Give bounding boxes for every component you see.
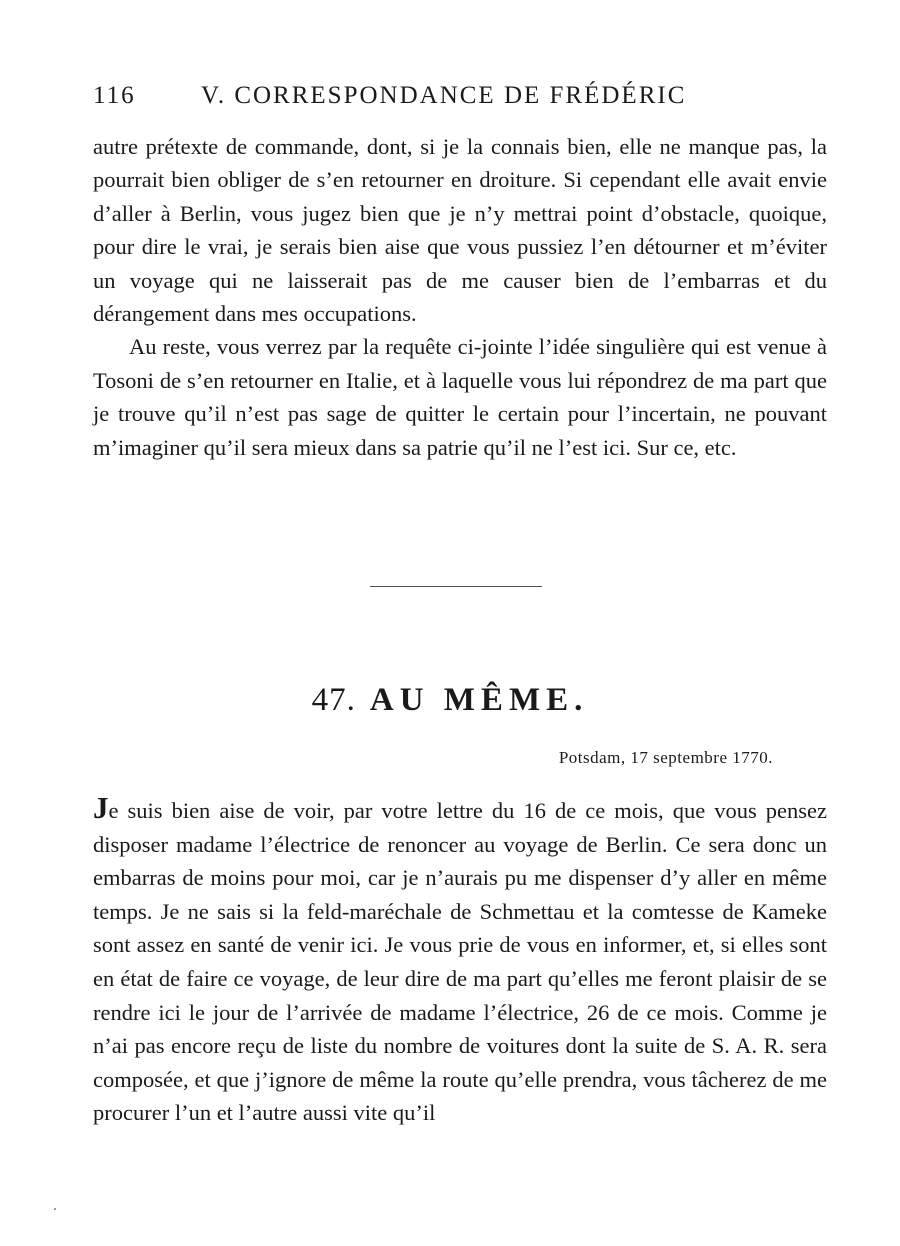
page-number: 116 — [93, 82, 136, 109]
paragraph: autre prétexte de commande, dont, si je la connais bien, elle ne manque pas, la pourrait bien obliger de s’en retourner en droiture. Si cependant elle avait envie d’aller à Berlin, vous jugez bien que je n’y mettrai point d’obstacle, quoique, pour dire le vrai, je serais bien aise que vous pussiez l’en détourner et m’éviter un voyage qui ne laisserait pas de me causer bien de l’embarras et du dérangement dans mes occupations. — [93, 134, 827, 327]
letter-heading — [0, 682, 900, 719]
section-divider — [370, 586, 542, 587]
running-head — [93, 82, 733, 110]
running-title: V. CORRESPONDANCE DE FRÉDÉRIC — [201, 82, 687, 109]
paragraph — [93, 792, 827, 1130]
continuation-text — [93, 130, 827, 464]
paragraph: Au reste, vous verrez par la requête ci-jointe l’idée singulière qui est venue à Tosoni de s’en retourner en Italie, et à laquelle vous lui répondrez de ma part que je trouve qu’il n’est pas sage de quitter le certain pour l’incertain, ne pouvant m’imaginer qu’il sera mieux dans sa patrie qu’il ne l’est ici. Sur ce, etc. — [93, 334, 827, 460]
letter-text — [93, 792, 827, 1130]
letter-body: e suis bien aise de voir, par votre lettre du 16 de ce mois, que vous pensez disposer madame l’électrice de renoncer au voyage de Berlin. Ce sera donc un embarras de moins pour moi, car je n’aurais pu me dispenser d’y aller en même temps. Je ne sais si la feld-maréchale de Schmettau et la comtesse de Kameke sont assez en santé de venir ici. Je vous prie de vous en informer, et, si elles sont en état de faire ce voyage, de leur dire de ma part qu’elles me feront plaisir de se rendre ici le jour de l’arrivée de madame l’électrice, 26 de ce mois. Comme je n’ai pas encore reçu de liste du nombre de voitures dont la suite de S. A. R. sera composée, et que j’ignore de même la route qu’elle prendra, vous tâcherez de me procurer l’un et l’autre aussi vite qu’il — [93, 798, 827, 1126]
drop-cap: J — [93, 790, 109, 825]
letter-number: 47. — [311, 682, 356, 718]
letter-title: AU MÊME. — [369, 682, 589, 718]
print-speck — [54, 1208, 56, 1210]
letter-dateline: Potsdam, 17 septembre 1770. — [558, 748, 773, 767]
